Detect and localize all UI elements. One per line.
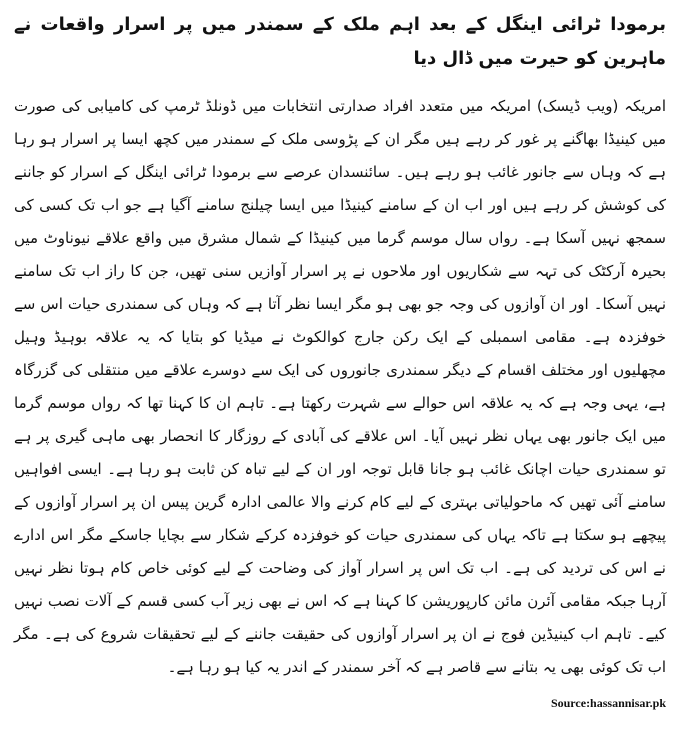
article-headline: برمودا ٹرائی اینگل کے بعد اہم ملک کے سمندر میں پر اسرار واقعات نے ماہرین کو حیرت میں ڈال دیا — [14, 14, 666, 69]
source-credit: Source:hassannisar.pk — [550, 696, 666, 710]
article — [14, 8, 666, 684]
article-body: امریکہ (ویب ڈیسک) امریکہ میں متعدد افراد صدارتی انتخابات میں ڈونلڈ ٹرمپ کی کامیابی کی صورت میں کینیڈا بھاگنے پر غور کر رہے ہیں مگر ان کے پڑوسی ملک کے سمندر میں کچھ ایسا پر اسرار ہو رہا ہے کہ وہاں سے جانور غائب ہو رہے ہیں۔ سائنسدان عرصے سے برمودا ٹرائی اینگل کے اسرار کو جاننے کی کوشش کر رہے ہیں اور اب ان کے سامنے کینیڈا میں ایسا چیلنج سامنے آگیا ہے جو اب تک کسی کی سمجھ نہیں آسکا ہے۔ رواں سال موسم گرما میں کینیڈا کے شمال مشرق میں واقع علاقے نیوناوٹ میں بحیرہ آرکٹک کی تہہ سے شکاریوں اور ملاحوں نے پر اسرار آوازیں سنی تھیں، جن کا راز اب تک سامنے نہیں آسکا۔ اور ان آوازوں کی وجہ جو بھی ہو مگر ایسا نظر آتا ہے کہ وہاں کی سمندری حیات اس سے خوفزدہ ہے۔ مقامی اسمبلی کے ایک رکن جارج کوالکوٹ نے میڈیا کو بتایا کہ یہ علاقہ بوہیڈ وہیل مچھلیوں اور مختلف اقسام کے دیگر سمندری جانوروں کی ایک سے دوسرے علاقے میں منتقلی کی گزرگاہ ہے، یہی وجہ ہے کہ یہ علاقہ اس حوالے سے شہرت رکھتا ہے۔ تاہم ان کا کہنا تھا کہ رواں موسم گرما میں ایک جانور بھی یہاں نظر نہیں آیا۔ اس علاقے کی آبادی کے روزگار کا انحصار بھی ماہی گیری پر ہے تو سمندری حیات اچانک غائب ہو جانا قابل توجہ اور ان کے لیے تباہ کن ثابت ہو رہا ہے۔ ایسی افواہیں سامنے آئی تھیں کہ ماحولیاتی بہتری کے لیے کام کرنے والا عالمی ادارہ گرین پیس ان پر اسرار آوازوں کے پیچھے ہو سکتا ہے تاکہ یہاں کی سمندری حیات کو خوفزدہ کرکے شکار سے بچایا جاسکے مگر اس ادارے نے اس کی تردید کی ہے۔ اب تک اس پر اسرار آواز کی وضاحت کے لیے کوئی خاص کام ہوتا نظر نہیں آرہا جبکہ مقامی آئرن مائن کارپوریشن کا کہنا ہے کہ اس نے بھی زیر آب کسی قسم کے آلات نصب نہیں کیے۔ تاہم اب کینیڈین فوج نے ان پر اسرار آوازوں کی حقیقت جاننے کے لیے تحقیقات شروع کی ہے۔ مگر اب تک کوئی بھی یہ بتانے سے قاصر ہے کہ آخر سمندر کے اندر یہ کیا ہو رہا ہے۔ — [14, 97, 666, 676]
